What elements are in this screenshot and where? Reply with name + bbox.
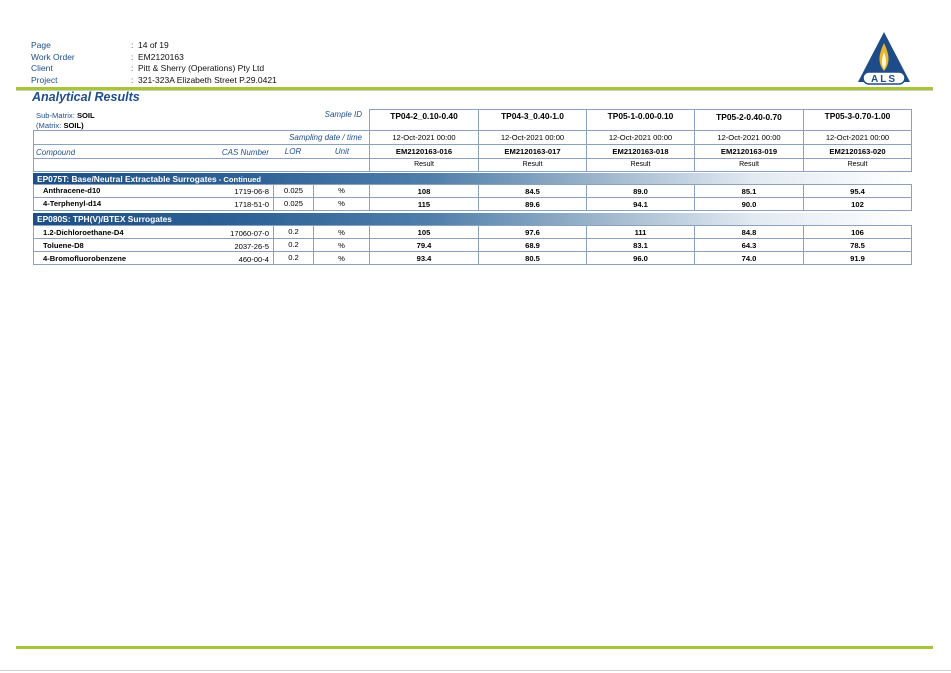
sample-date: 12-Oct-2021 00:00 — [392, 133, 456, 142]
group-subtitle: - Continued — [216, 175, 261, 184]
result-value: 106 — [851, 228, 864, 237]
logo-text: ALS — [871, 74, 897, 85]
header-label: Work Order — [31, 51, 75, 62]
cas-number: 17060-07-0 — [230, 229, 269, 238]
grid-line — [33, 210, 912, 211]
sample-date: 12-Oct-2021 00:00 — [608, 133, 673, 142]
grid-line — [33, 225, 912, 226]
unit-value: % — [338, 241, 345, 250]
result-value: 68.9 — [525, 241, 540, 250]
result-header: Result — [414, 161, 434, 168]
grid-line — [369, 109, 912, 110]
result-header: Result — [630, 161, 651, 168]
page-edge-line — [0, 670, 951, 671]
sample-id: TP05-3-0.70-1.00 — [824, 111, 891, 121]
result-value: 83.1 — [633, 241, 648, 250]
header-colon: : — [131, 63, 134, 74]
header-colon: : — [131, 51, 134, 62]
result-header: Result — [847, 161, 868, 168]
compound-header: Compound — [36, 148, 76, 157]
result-value: 84.5 — [525, 187, 540, 196]
compound-name: 4-Terphenyl-d14 — [43, 199, 102, 208]
sampling-date-label: Sampling date / time — [289, 133, 362, 142]
grid-line — [911, 225, 912, 265]
unit-value: % — [338, 199, 345, 208]
lab-id: EM2120163-017 — [504, 147, 561, 156]
page-title: Analytical Results — [32, 90, 140, 104]
lab-id: EM2120163-019 — [720, 147, 778, 156]
matrix-value: SOIL) — [63, 121, 84, 130]
result-value: 78.5 — [850, 241, 865, 250]
compound-name: 4-Bromofluorobenzene — [43, 254, 127, 263]
result-value: 108 — [417, 187, 431, 196]
header-value: Pitt & Sherry (Operations) Pty Ltd — [138, 63, 265, 74]
cas-number: 2037-26-5 — [234, 242, 269, 251]
result-header: Result — [522, 161, 543, 168]
result-value: 80.5 — [525, 254, 540, 263]
unit-header: Unit — [334, 147, 350, 156]
sub-matrix-value: SOIL — [76, 111, 95, 120]
header-value: 14 of 19 — [138, 40, 169, 50]
grid-line — [33, 171, 912, 172]
grid-line — [33, 130, 912, 131]
header-label: Client — [31, 63, 53, 74]
cas-number-header: CAS Number — [221, 148, 269, 157]
header-label: Page — [31, 40, 51, 50]
sub-matrix-line — [36, 111, 95, 120]
grid-line — [33, 184, 912, 185]
header-colon: : — [131, 75, 134, 86]
group-band-ep080s — [33, 213, 912, 225]
result-value: 96.0 — [633, 254, 648, 263]
grid-line — [33, 130, 34, 171]
result-value: 79.4 — [416, 241, 432, 250]
result-value: 64.3 — [741, 241, 757, 250]
lab-id: EM2120163-016 — [395, 147, 453, 156]
result-value: 97.6 — [525, 228, 540, 237]
header-label: Project — [31, 75, 58, 86]
result-value: 85.1 — [741, 187, 757, 196]
result-value: 111 — [634, 228, 647, 237]
compound-name: Toluene-D8 — [43, 241, 84, 250]
cas-number: 460-00-4 — [238, 255, 269, 264]
lor-value: 0.025 — [283, 186, 303, 195]
top-divider-shadow — [16, 90, 933, 91]
header-value: EM2120163 — [138, 51, 184, 62]
grid-line — [33, 238, 912, 239]
result-value: 90.0 — [741, 200, 757, 209]
grid-line — [911, 109, 912, 171]
lor-value: 0.2 — [288, 253, 299, 262]
result-header: Result — [739, 161, 759, 168]
compound-name: Anthracene-d10 — [43, 186, 101, 195]
sample-id: TP04-3_0.40-1.0 — [501, 111, 564, 121]
lab-id: EM2120163-020 — [829, 147, 886, 156]
grid-line — [33, 264, 912, 265]
lor-value: 0.2 — [288, 240, 299, 249]
als-logo — [854, 30, 914, 86]
result-value: 89.0 — [633, 187, 648, 196]
grid-line — [33, 197, 912, 198]
result-value: 94.1 — [633, 200, 648, 209]
grid-line — [33, 251, 912, 252]
result-value: 102 — [851, 200, 864, 209]
matrix-label: (Matrix: — [36, 121, 62, 130]
group-title: EP080S: TPH(V)/BTEX Surrogates — [37, 214, 172, 224]
grid-line — [33, 225, 34, 265]
result-value: 74.0 — [741, 254, 757, 263]
sample-id: TP04-2_0.10-0.40 — [390, 111, 458, 121]
result-value: 115 — [417, 200, 431, 209]
lab-id: EM2120163-018 — [612, 147, 669, 156]
unit-value: % — [338, 254, 345, 263]
result-value: 95.4 — [850, 187, 865, 196]
lor-value: 0.025 — [283, 199, 303, 208]
matrix-line — [36, 121, 84, 130]
header-value: 321-323A Elizabeth Street P.29.0421 — [138, 75, 277, 86]
sample-date: 12-Oct-2021 00:00 — [717, 133, 781, 142]
lor-header: LOR — [284, 147, 302, 156]
sample-id-label: Sample ID — [324, 110, 362, 119]
cas-number: 1718-51-0 — [234, 200, 269, 209]
sub-matrix-label: Sub-Matrix: — [36, 111, 75, 120]
bottom-divider — [16, 646, 933, 649]
unit-value: % — [338, 228, 345, 237]
result-value: 105 — [417, 228, 431, 237]
grid-line — [33, 158, 912, 159]
compound-name: 1.2-Dichloroethane-D4 — [43, 228, 124, 237]
lor-value: 0.2 — [288, 227, 299, 236]
unit-value: % — [338, 186, 345, 195]
sample-date: 12-Oct-2021 00:00 — [500, 133, 565, 142]
group-title: EP075T: Base/Neutral Extractable Surrogates — [37, 174, 217, 184]
result-value: 93.4 — [416, 254, 432, 263]
header-colon: : — [131, 40, 134, 50]
grid-line — [33, 144, 912, 145]
cas-number: 1719-06-8 — [234, 187, 269, 196]
sample-id: TP05-1-0.00-0.10 — [607, 111, 674, 121]
result-value: 84.8 — [741, 228, 757, 237]
result-value: 91.9 — [850, 254, 865, 263]
result-value: 89.6 — [525, 200, 540, 209]
sample-id: TP05-2-0.40-0.70 — [716, 112, 782, 122]
sample-date: 12-Oct-2021 00:00 — [825, 133, 890, 142]
